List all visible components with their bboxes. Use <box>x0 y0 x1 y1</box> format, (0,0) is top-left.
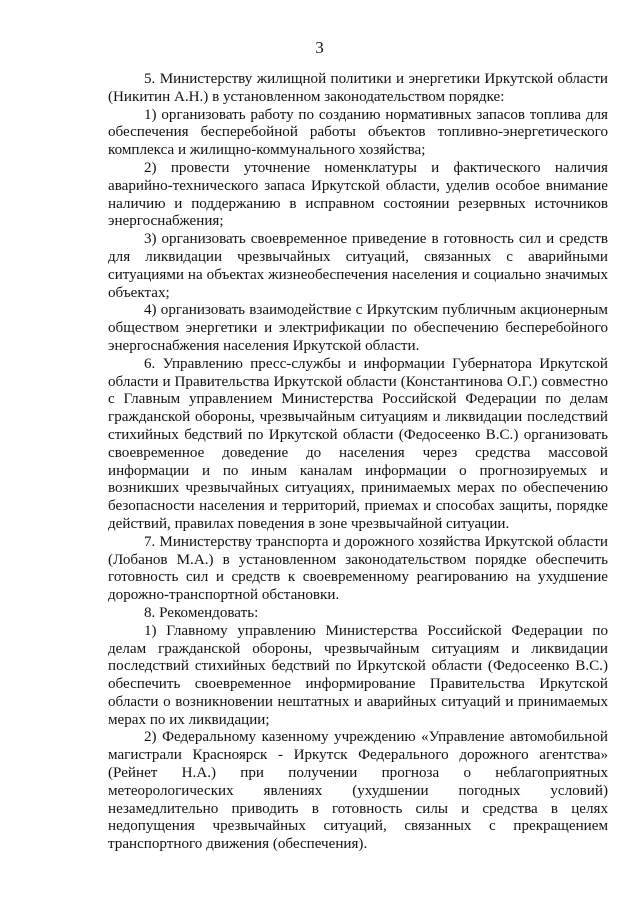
document-body <box>108 71 608 854</box>
paragraph-item-5-2: 2) провести уточнение номенклатуры и фактического наличия аварийно-технического запаса Иркутской области, уделив особое внимание наличию и поддержанию в исправном состоянии резервных источников энергоснабжения; <box>108 159 608 230</box>
paragraph-item-8-1: 1) Главному управлению Министерства Российской Федерации по делам гражданской обороны, чрезвычайным ситуациям и ликвидации последствий стихийных бедствий по Иркутской области (Федосеенко В.С.) обеспечить своевременное информирование Правительства Иркутской области о возникновении нештатных и аварийных ситуаций и принимаемых мерах по их ликвидации; <box>108 622 608 728</box>
paragraph-item-8-2: 2) Федеральному казенному учреждению «Управление автомобильной магистрали Красноярск - Иркутск Федерального дорожного агентства» (Рейнет Н.А.) при получении прогноза о неблагоприятных метеорологических явлениях (ухудшении погодных условий) незамедлительно приводить в готовность силы и средства в целях недопущения чрезвычайных ситуаций, связанных с прекращением транспортного движения (обеспечения). <box>108 729 608 853</box>
paragraph-item-5-3: 3) организовать своевременное приведение в готовность сил и средств для ликвидации чрезвычайных ситуаций, связанных с аварийными ситуациями на объектах жизнеобеспечения населения и социально значимых объектах; <box>108 231 608 301</box>
paragraph-item-8: 8. Рекомендовать: <box>144 604 259 621</box>
paragraph-item-7: 7. Министерству транспорта и дорожного хозяйства Иркутской области (Лобанов М.А.) в установленном законодательством порядке обеспечить готовность сил и средств к своевременному реагированию на ухудшение дорожно-транспортной обстановки. <box>108 533 608 604</box>
page-number: 3 <box>315 38 324 57</box>
paragraph-item-5-4: 4) организовать взаимодействие с Иркутским публичным акционерным обществом энергетики и электрификации по обеспечению бесперебойного энергоснабжения населения Иркутской области. <box>108 302 608 354</box>
paragraph-item-5: 5. Министерству жилищной политики и энергетики Иркутской области (Никитин А.Н.) в установленном законодательством порядке: <box>108 71 608 105</box>
paragraph-item-5-1: 1) организовать работу по созданию нормативных запасов топлива для обеспечения бесперебойной работы объектов топливно-энергетического комплекса и жилищно-коммунального хозяйства; <box>108 106 608 159</box>
paragraph-item-6: 6. Управлению пресс-службы и информации Губернатора Иркутской области и Правительства Иркутской области (Константинова О.Г.) совместно с Главным управлением Министерства Российской Федерации по делам гражданской обороны, чрезвычайным ситуациям и ликвидации последствий стихийных бедствий по Иркутской области (Федосеенко В.С.) организовать своевременное доведение до населения через средства массовой информации и по иным каналам информации о прогнозируемых и возникших чрезвычайных ситуациях, принимаемых мерах по обеспечению безопасности населения и территорий, приемах и способах защиты, порядке действий, правилах поведения в зоне чрезвычайной ситуации. <box>108 355 608 532</box>
